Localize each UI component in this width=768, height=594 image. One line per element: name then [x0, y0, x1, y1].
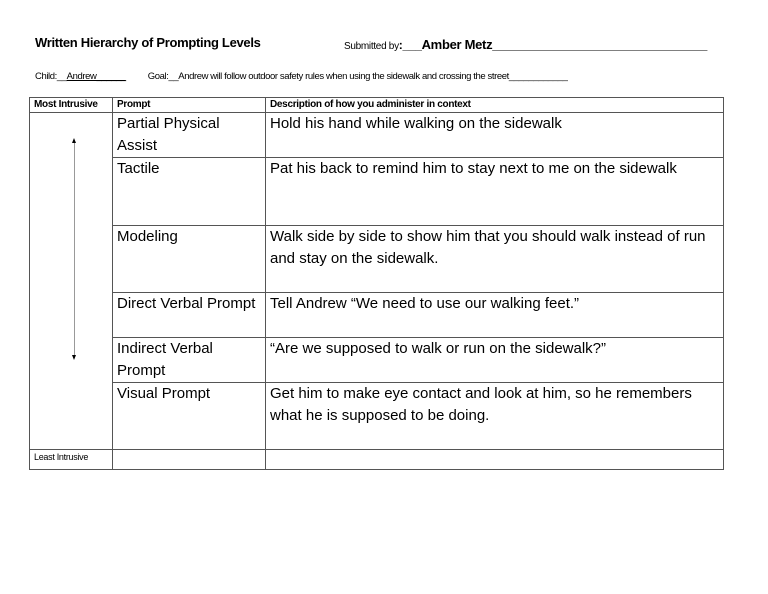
- submitted-separator: :___: [398, 38, 422, 52]
- prompt-cell: Indirect Verbal Prompt: [113, 338, 266, 383]
- table-row: [30, 338, 724, 383]
- submitted-name: Amber Metz: [421, 37, 493, 52]
- table-row: [30, 226, 724, 293]
- goal-text: Goal:__Andrew will follow outdoor safety rules when using the sidewalk and crossing the street____________: [147, 71, 568, 82]
- header-description: Description of how you administer in context: [266, 98, 724, 113]
- arrow-shaft-icon: [74, 143, 75, 355]
- prompt-cell: Visual Prompt: [113, 383, 266, 450]
- header-most-intrusive: Most Intrusive: [30, 98, 113, 113]
- submitted-label: Submitted by: [344, 41, 399, 52]
- child-value: Andrew______: [66, 71, 126, 82]
- child-label: Child:__: [35, 71, 67, 82]
- empty-cell: [113, 450, 266, 470]
- table-header-row: [30, 98, 724, 113]
- table-row: [30, 293, 724, 338]
- prompting-table: [29, 97, 724, 470]
- empty-cell: [266, 450, 724, 470]
- submitted-by: [344, 37, 707, 52]
- intrusiveness-arrow-cell: [30, 113, 113, 450]
- description-cell: Tell Andrew “We need to use our walking feet.”: [266, 293, 724, 338]
- prompt-cell: Tactile: [113, 158, 266, 226]
- prompt-cell: Direct Verbal Prompt: [113, 293, 266, 338]
- description-cell: “Are we supposed to walk or run on the sidewalk?”: [266, 338, 724, 383]
- table-row: [30, 383, 724, 450]
- table-footer-row: [30, 450, 724, 470]
- description-cell: Walk side by side to show him that you should walk instead of run and stay on the sidewalk.: [266, 226, 724, 293]
- info-line: [35, 71, 567, 82]
- header-prompt: Prompt: [113, 98, 266, 113]
- submitted-fill-line: _______________________________: [492, 37, 708, 52]
- table-row: [30, 113, 724, 158]
- prompt-cell: Partial Physical Assist: [113, 113, 266, 158]
- arrow-down-icon: [72, 355, 76, 360]
- table-row: [30, 158, 724, 226]
- description-cell: Hold his hand while walking on the sidewalk: [266, 113, 724, 158]
- prompt-cell: Modeling: [113, 226, 266, 293]
- description-cell: Pat his back to remind him to stay next to me on the sidewalk: [266, 158, 724, 226]
- description-cell: Get him to make eye contact and look at him, so he remembers what he is supposed to be doing.: [266, 383, 724, 450]
- least-intrusive-label: Least Intrusive: [30, 450, 113, 470]
- page-title: Written Hierarchy of Prompting Levels: [35, 35, 261, 50]
